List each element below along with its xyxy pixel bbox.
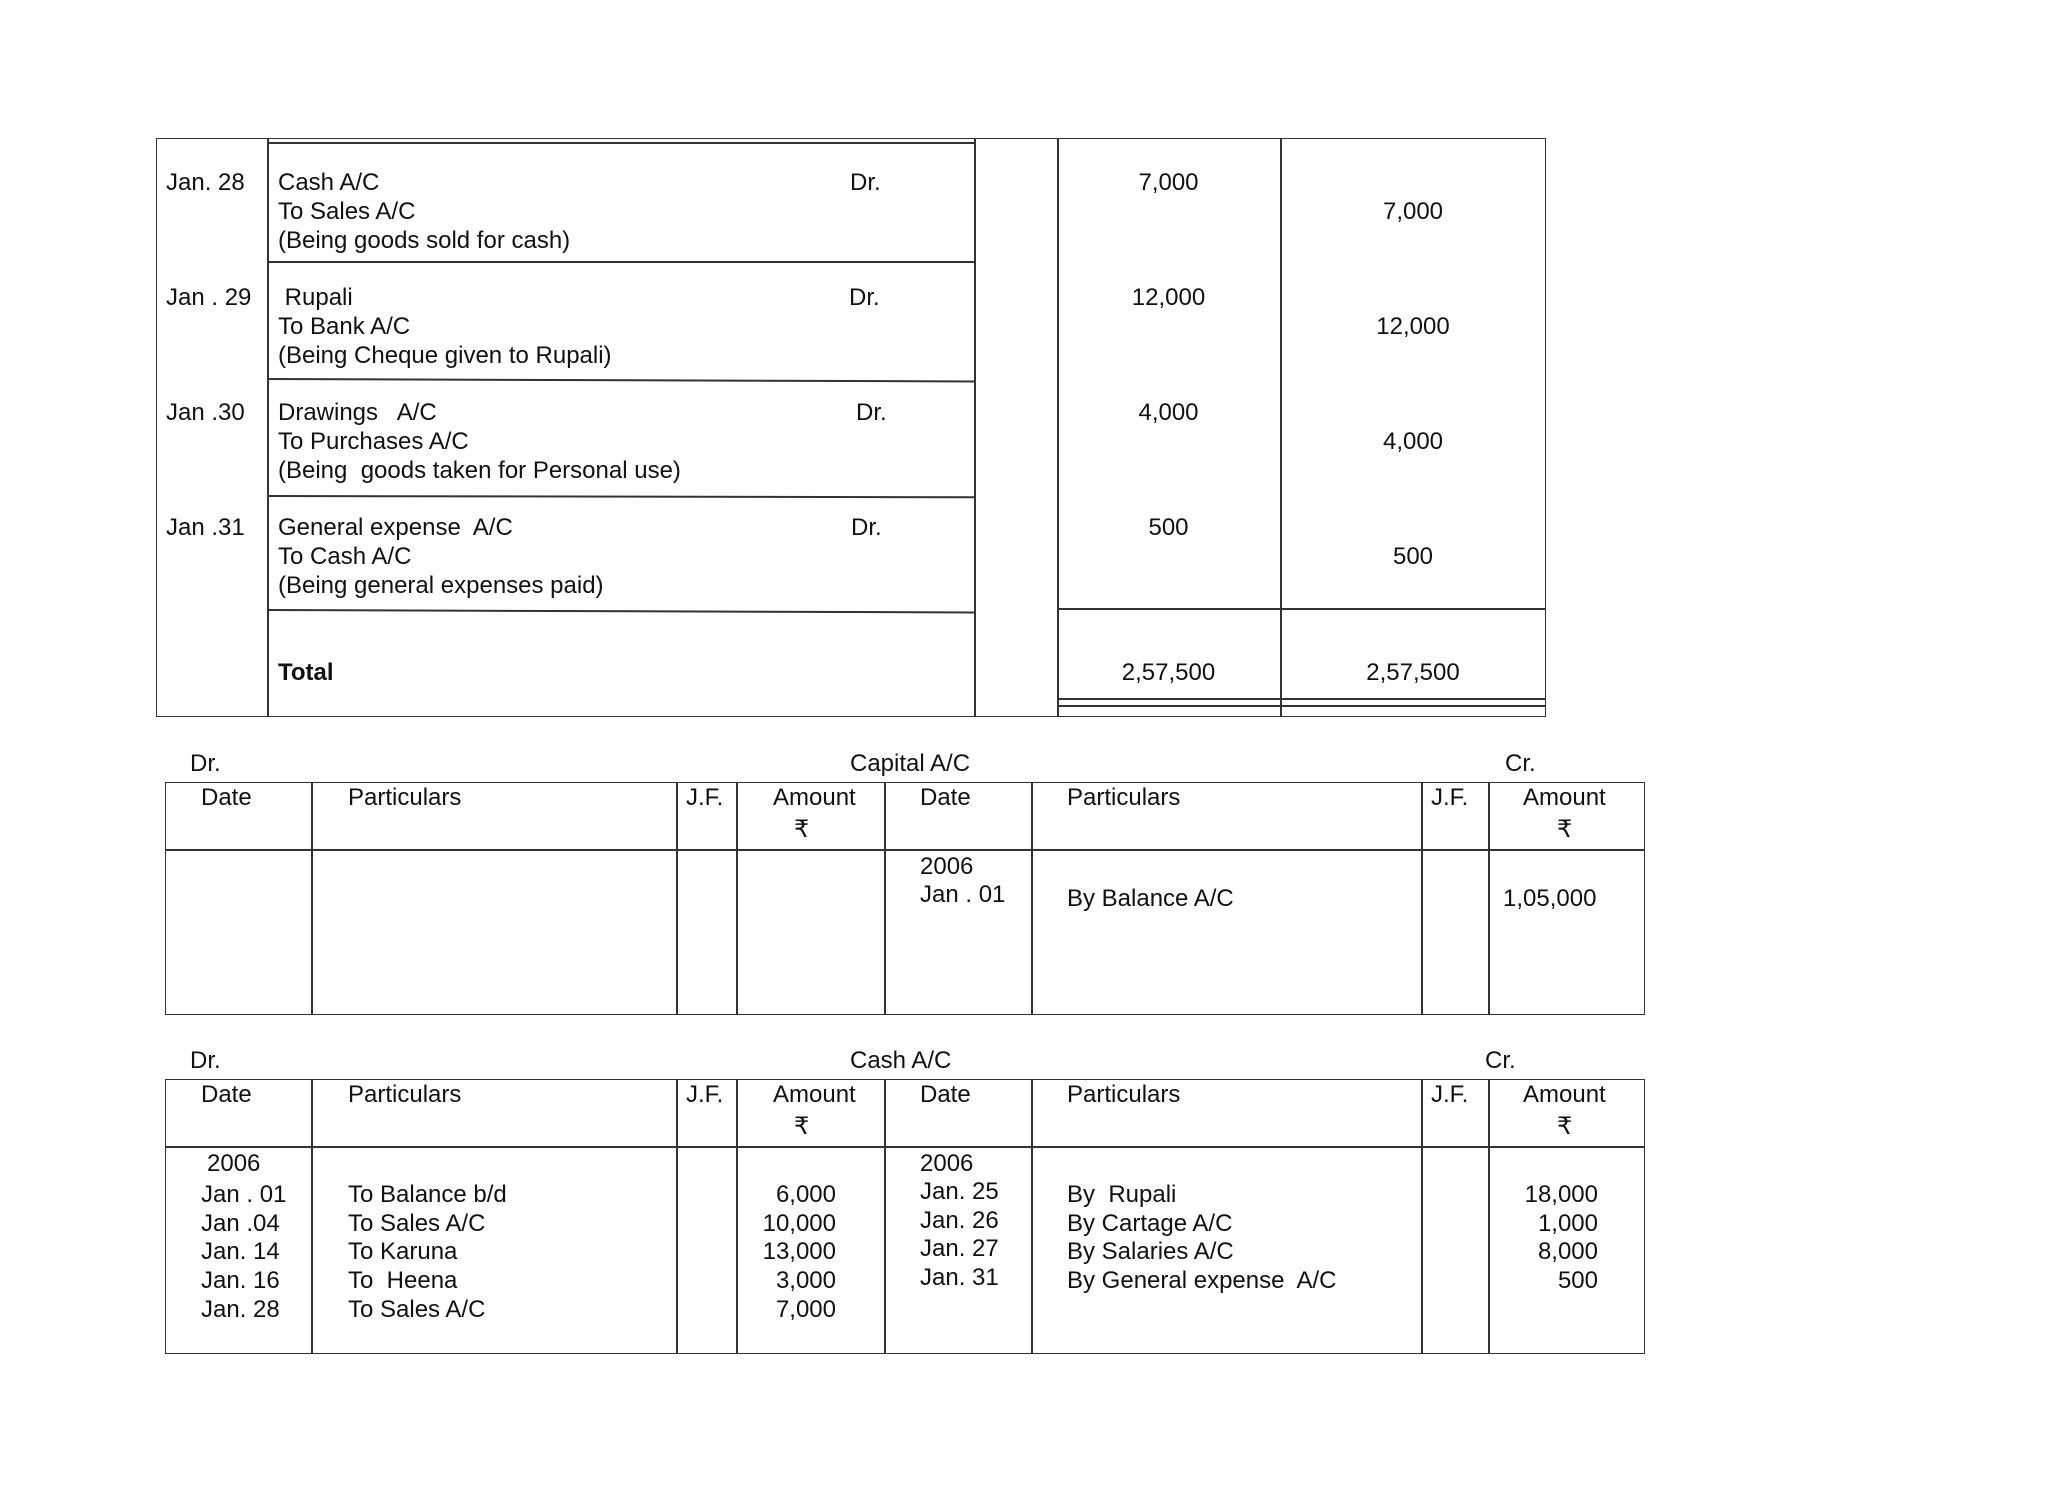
header-particulars: Particulars — [1067, 784, 1181, 811]
entry-credit-amount: 500 — [1392, 543, 1434, 570]
ledger-divider — [676, 782, 678, 1015]
header-particulars: Particulars — [348, 1081, 462, 1108]
ledger-year: 2006 — [920, 1150, 974, 1177]
ledger-divider — [1031, 782, 1033, 1015]
journal-divider — [267, 142, 974, 144]
entry-narration: (Being goods taken for Personal use) — [278, 457, 681, 484]
header-jf: J.F. — [686, 784, 724, 811]
header-date: Date — [920, 784, 971, 811]
journal-divider — [267, 138, 269, 717]
entry-debit-amount: 4,000 — [1138, 399, 1199, 426]
entry-dr: Dr. — [850, 169, 881, 196]
ledger-date: Jan. 26 — [920, 1207, 999, 1234]
header-date: Date — [920, 1081, 971, 1108]
entry-credit-amount: 12,000 — [1376, 313, 1450, 340]
ledger-date: Jan. 14 — [201, 1238, 280, 1265]
ledger-divider — [1421, 1079, 1423, 1354]
rupee-symbol: ₹ — [1557, 816, 1573, 843]
ledger-divider — [1488, 782, 1490, 1015]
ledger-amount: 1,05,000 — [1503, 885, 1597, 912]
header-jf: J.F. — [686, 1081, 724, 1108]
entry-narration: (Being goods sold for cash) — [278, 227, 571, 254]
header-amount: Amount — [1523, 784, 1606, 811]
entry-debit-amount: 500 — [1148, 514, 1189, 541]
ledger-header-divider — [165, 849, 1645, 851]
ledger-date: Jan. 27 — [920, 1235, 999, 1262]
ledger-title: Cash A/C — [850, 1047, 952, 1074]
entry-date: Jan .30 — [166, 399, 245, 426]
ledger-title: Capital A/C — [850, 750, 971, 777]
rupee-symbol: ₹ — [794, 1113, 810, 1140]
header-amount: Amount — [773, 784, 856, 811]
ledger-particular: By Rupali — [1067, 1181, 1177, 1208]
entry-date: Jan . 29 — [166, 284, 252, 311]
ledger-amount: 3,000 — [775, 1267, 836, 1294]
header-jf: J.F. — [1431, 784, 1469, 811]
ledger-amount: 500 — [1557, 1267, 1598, 1294]
ledger-particular: To Heena — [348, 1267, 458, 1294]
entry-dr: Dr. — [856, 399, 887, 426]
dr-label: Dr. — [190, 750, 221, 777]
journal-divider — [1057, 608, 1546, 610]
entry-credit-account: To Purchases A/C — [278, 428, 469, 455]
entry-credit-account: To Cash A/C — [278, 543, 412, 570]
ledger-particular: To Karuna — [348, 1238, 458, 1265]
header-amount: Amount — [773, 1081, 856, 1108]
header-amount: Amount — [1523, 1081, 1606, 1108]
ledger-particular: By Balance A/C — [1067, 885, 1234, 912]
entry-debit-amount: 7,000 — [1138, 169, 1199, 196]
journal-divider — [267, 261, 974, 263]
entry-date: Jan .31 — [166, 514, 245, 541]
ledger-date: Jan . 01 — [201, 1181, 287, 1208]
entry-debit-account: Cash A/C — [278, 169, 380, 196]
journal-divider — [974, 138, 976, 717]
entry-debit-amount: 12,000 — [1131, 284, 1206, 311]
journal-divider — [1057, 138, 1059, 717]
entry-narration: (Being Cheque given to Rupali) — [278, 342, 612, 369]
entry-date: Jan. 28 — [166, 169, 245, 196]
ledger-amount: 10,000 — [762, 1210, 836, 1237]
ledger-year: 2006 — [207, 1150, 261, 1177]
entry-debit-account: Rupali — [278, 284, 353, 311]
ledger-amount: 1,000 — [1537, 1210, 1598, 1237]
ledger-year: 2006 — [920, 853, 974, 880]
rupee-symbol: ₹ — [1557, 1113, 1573, 1140]
entry-credit-account: To Bank A/C — [278, 313, 411, 340]
entry-credit-account: To Sales A/C — [278, 198, 416, 225]
total-underline — [1057, 698, 1546, 700]
total-underline — [1057, 705, 1546, 707]
entry-credit-amount: 4,000 — [1382, 428, 1444, 455]
ledger-amount: 6,000 — [775, 1181, 836, 1208]
dr-label: Dr. — [190, 1047, 221, 1074]
entry-credit-amount: 7,000 — [1382, 198, 1444, 225]
entry-narration: (Being general expenses paid) — [278, 572, 604, 599]
entry-dr: Dr. — [851, 514, 882, 541]
header-jf: J.F. — [1431, 1081, 1469, 1108]
ledger-particular: To Balance b/d — [348, 1181, 507, 1208]
ledger-particular: By General expense A/C — [1067, 1267, 1337, 1294]
ledger-divider — [311, 1079, 313, 1354]
entry-debit-account: Drawings A/C — [278, 399, 437, 426]
ledger-amount: 7,000 — [775, 1296, 836, 1323]
cr-label: Cr. — [1505, 750, 1536, 777]
header-date: Date — [201, 1081, 252, 1108]
rupee-symbol: ₹ — [794, 816, 810, 843]
ledger-date: Jan . 01 — [920, 881, 1006, 908]
ledger-particular: By Cartage A/C — [1067, 1210, 1233, 1237]
ledger-divider — [884, 782, 886, 1015]
ledger-border — [165, 782, 1645, 1015]
cr-label: Cr. — [1485, 1047, 1516, 1074]
ledger-date: Jan .04 — [201, 1210, 280, 1237]
ledger-particular: To Sales A/C — [348, 1210, 486, 1237]
entry-dr: Dr. — [849, 284, 880, 311]
total-debit: 2,57,500 — [1121, 659, 1216, 686]
ledger-header-divider — [165, 1146, 1645, 1148]
ledger-divider — [1421, 782, 1423, 1015]
total-label: Total — [278, 659, 334, 686]
ledger-divider — [311, 782, 313, 1015]
total-credit: 2,57,500 — [1366, 659, 1460, 686]
ledger-divider — [676, 1079, 678, 1354]
header-particulars: Particulars — [348, 784, 462, 811]
entry-debit-account: General expense A/C — [278, 514, 513, 541]
ledger-date: Jan. 25 — [920, 1178, 999, 1205]
ledger-amount: 8,000 — [1537, 1238, 1598, 1265]
ledger-date: Jan. 31 — [920, 1264, 999, 1291]
ledger-particular: By Salaries A/C — [1067, 1238, 1234, 1265]
header-particulars: Particulars — [1067, 1081, 1181, 1108]
ledger-date: Jan. 16 — [201, 1267, 280, 1294]
ledger-divider — [736, 782, 738, 1015]
ledger-amount: 18,000 — [1524, 1181, 1598, 1208]
ledger-date: Jan. 28 — [201, 1296, 280, 1323]
ledger-divider — [884, 1079, 886, 1354]
ledger-particular: To Sales A/C — [348, 1296, 486, 1323]
ledger-divider — [1031, 1079, 1033, 1354]
ledger-amount: 13,000 — [762, 1238, 836, 1265]
header-date: Date — [201, 784, 252, 811]
